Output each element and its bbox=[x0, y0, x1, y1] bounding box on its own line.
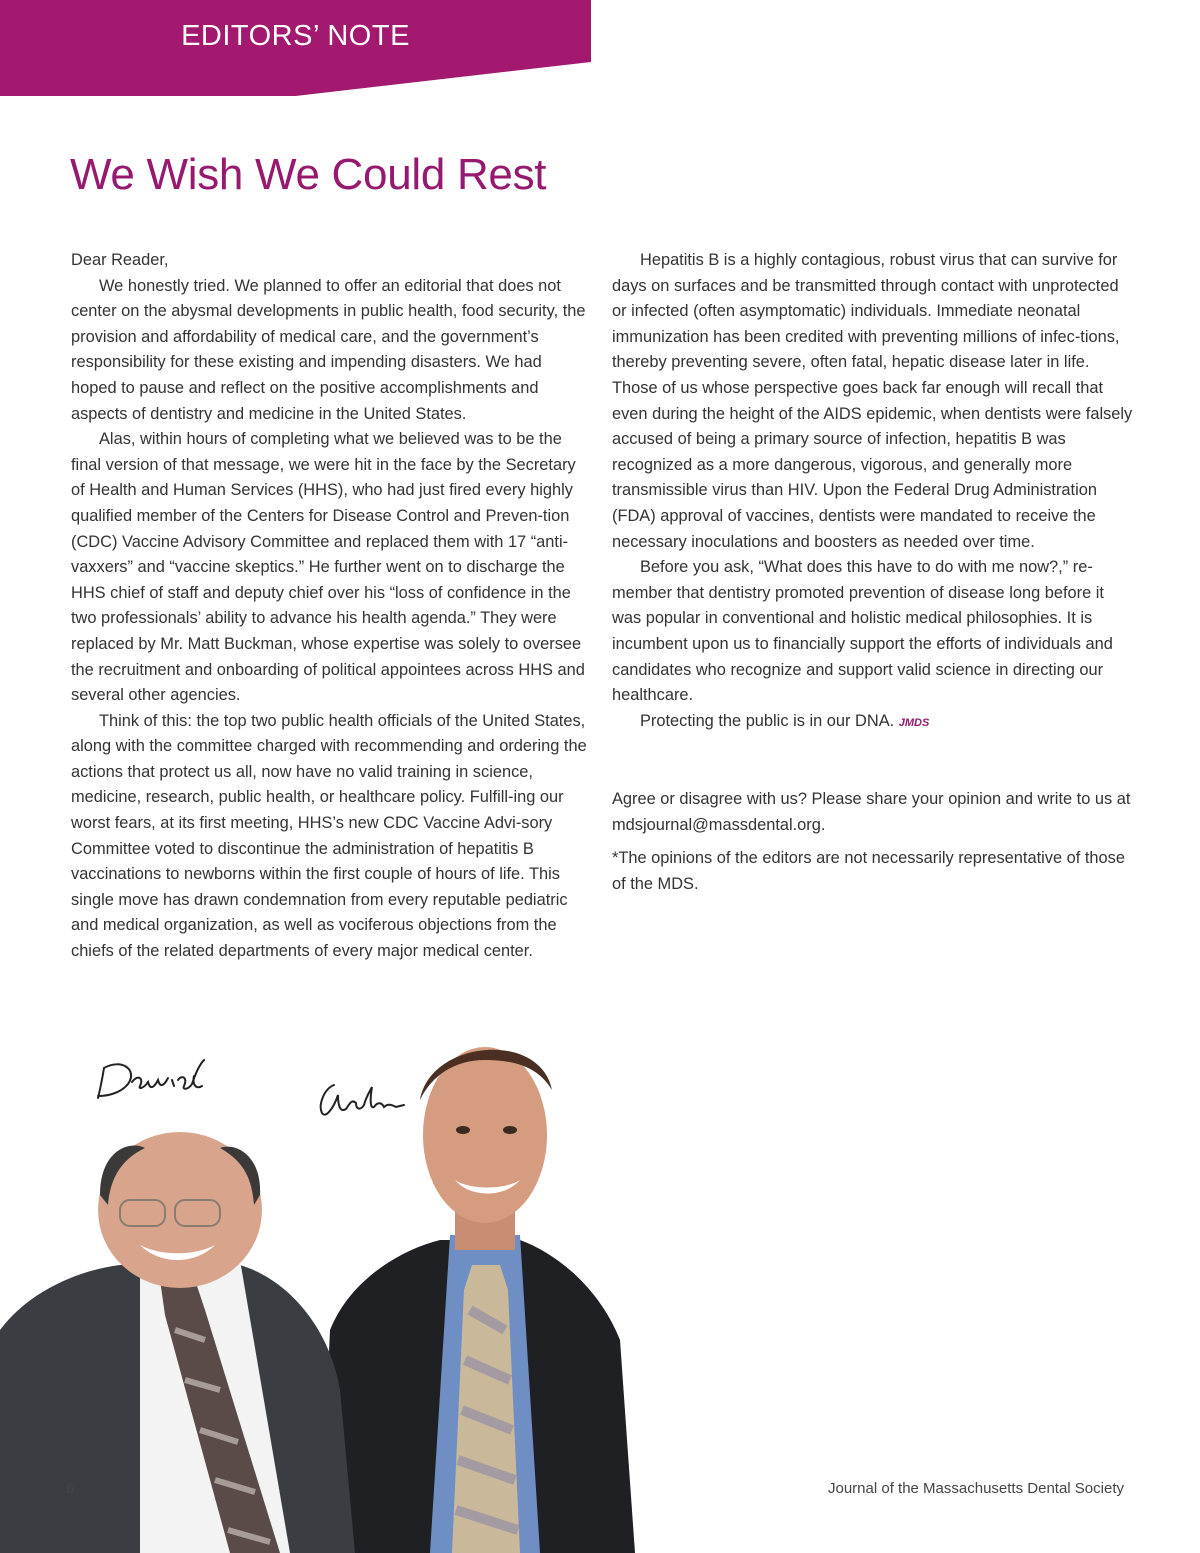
disclaimer-note: *The opinions of the editors are not necessarily representative of those of the MDS. bbox=[612, 849, 1125, 894]
spacer bbox=[612, 736, 1137, 787]
journal-name: Journal of the Massachusetts Dental Society bbox=[828, 1480, 1124, 1497]
left-column bbox=[71, 248, 591, 965]
body-paragraph: We honestly tried. We planned to offer an editorial that does not center on the abysmal developments in public health, food security, the provision and affordability of medical care, and the government’s responsibility for these existing and impending disasters. We had hoped to pause and reflect on the positive accomplishments and aspects of dentistry and medicine in the United States. bbox=[71, 276, 586, 423]
feedback-note: Agree or disagree with us? Please share your opinion and write to us at mdsjournal@massdental.org. bbox=[612, 790, 1131, 834]
page-number: 6 bbox=[66, 1480, 75, 1497]
closing-text: Protecting the public is in our DNA. bbox=[640, 711, 895, 730]
salutation: Dear Reader, bbox=[71, 251, 169, 269]
right-column bbox=[612, 248, 1137, 898]
page-title: We Wish We Could Rest bbox=[70, 150, 547, 199]
section-label: EDITORS’ NOTE bbox=[181, 20, 410, 52]
body-paragraph: Before you ask, “What does this have to do with me now?,” re-member that dentistry promoted prevention of disease long before it was popular in conventional and holistic medical philosophies. It is incumbent upon us to financially support the efforts of individuals and candidates who recognize and support valid science in directing our healthcare. bbox=[612, 558, 1113, 705]
body-paragraph: Hepatitis B is a highly contagious, robust virus that can survive for days on surfaces and be transmitted through contact with unprotected or infected (often asymptomatic) individuals. Immediate neonatal immunization has been credited with preventing millions of infec-tions, thereby preventing severe, often fatal, hepatic disease later in life. Those of us whose perspective goes back far enough will recall that even during the height of the AIDS epidemic, when dentists were falsely accused of being a primary source of infection, hepatitis B was recognized as a more dangerous, vigorous, and generally more transmissible virus than HIV. Upon the Federal Drug Administration (FDA) approval of vaccines, dentists were mandated to receive the necessary inoculations and boosters as needed over time. bbox=[612, 251, 1133, 551]
body-paragraph: Alas, within hours of completing what we believed was to be the final version of that message, we were hit in the face by the Secretary of Health and Human Services (HHS), who had just fired every highly qualified member of the Centers for Disease Control and Preven-tion (CDC) Vaccine Advisory Committee and replaced them with 17 “anti-vaxxers” and “vaccine skeptics.” He further went on to discharge the HHS chief of staff and deputy chief over his “loss of confidence in the two professionals’ ability to advance his health agenda.” They were replaced by Mr. Matt Buckman, whose expertise was solely to oversee the recruitment and onboarding of political appointees across HHS and several other agencies. bbox=[71, 430, 585, 705]
jmds-end-mark: JMDS bbox=[898, 716, 930, 729]
body-paragraph: Think of this: the top two public health officials of the United States, along with the committee charged with recommending and ordering the actions that protect us all, now have no valid training in science, medicine, research, public health, or healthcare policy. Fulfill-ing our worst fears, at its first meeting, HHS’s new CDC Vaccine Advi-sory Committee voted to discontinue the administration of hepatitis B vaccinations to newborns within the first couple of hours of life. This single move has drawn condemnation from every reputable pediatric and medical organization, as well as vociferous objections from the chiefs of the related departments of every major medical center. bbox=[71, 711, 587, 961]
closing-line bbox=[612, 709, 1137, 737]
editors-photo bbox=[0, 1030, 640, 1553]
